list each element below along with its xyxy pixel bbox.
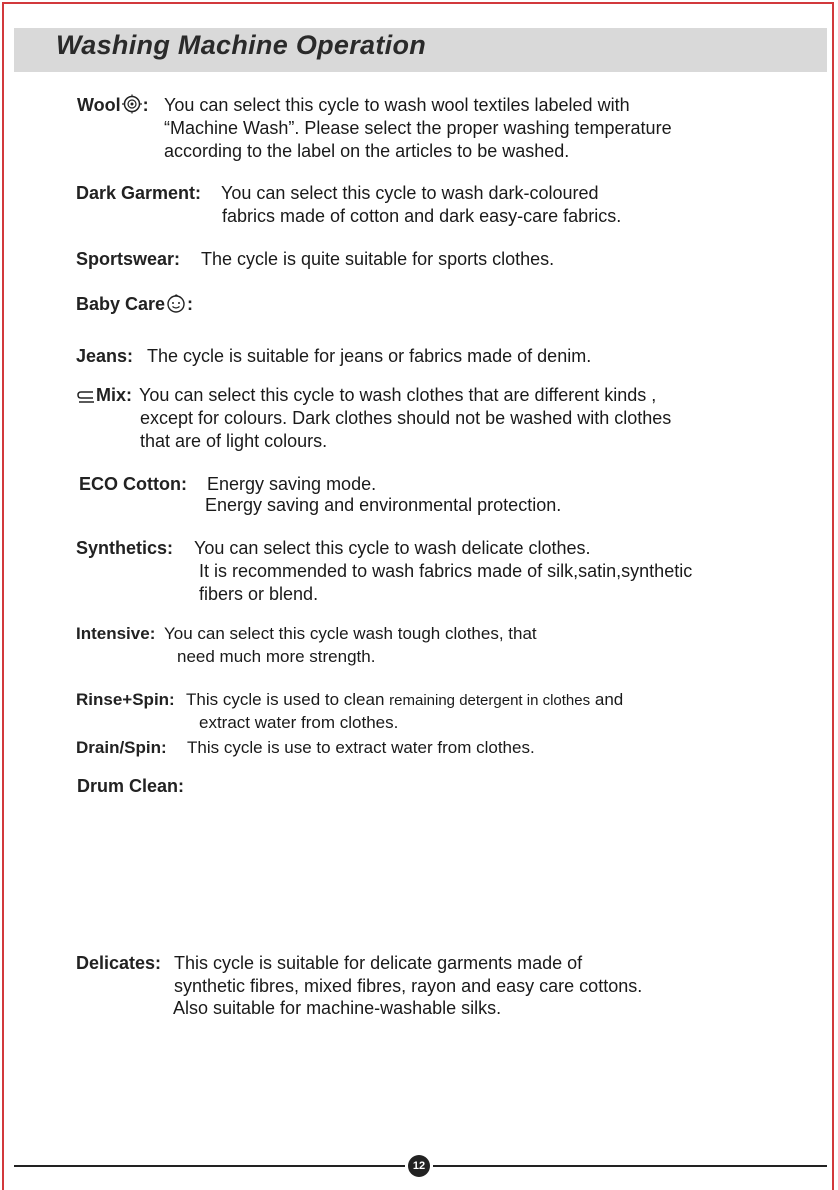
rinse-spin-line-1a: This cycle is used to clean	[186, 690, 385, 709]
wool-icon	[121, 94, 143, 120]
eco-cotton-line-1: Energy saving mode.	[207, 474, 377, 494]
drain-spin-label: Drain/Spin:	[76, 738, 167, 757]
jeans-line-1: The cycle is suitable for jeans or fabrics made of denim.	[147, 346, 592, 366]
mix-icon	[76, 387, 96, 410]
drain-spin-line-1: This cycle is use to extract water from clothes.	[187, 738, 535, 757]
page-title: Washing Machine Operation	[56, 30, 427, 60]
mix-line-3: that are of light colours.	[140, 431, 328, 451]
jeans-label: Jeans:	[76, 346, 134, 366]
wool-line-1: You can select this cycle to wash wool textiles labeled with	[164, 95, 630, 115]
synthetics-line-1: You can select this cycle to wash delicate clothes.	[194, 538, 591, 558]
baby-face-icon	[165, 293, 187, 319]
mix-label: Mix:	[96, 385, 132, 405]
footer-rule-right	[433, 1165, 827, 1167]
synthetics-label: Synthetics:	[76, 538, 174, 558]
drum-clean-label: Drum Clean:	[77, 776, 185, 796]
delicates-line-1: This cycle is suitable for delicate garments made of	[174, 953, 583, 973]
baby-care-colon: :	[187, 294, 194, 314]
intensive-line-1: You can select this cycle wash tough clothes, that	[164, 624, 537, 643]
delicates-line-2: synthetic fibres, mixed fibres, rayon and easy care cottons.	[174, 976, 643, 996]
delicates-label: Delicates:	[76, 953, 162, 973]
dark-garment-line-1: You can select this cycle to wash dark-coloured	[221, 183, 599, 203]
sportswear-line-1: The cycle is quite suitable for sports clothes.	[201, 249, 555, 269]
synthetics-line-2: It is recommended to wash fabrics made of silk,satin,synthetic	[199, 561, 693, 581]
footer-rule-left	[14, 1165, 405, 1167]
mix-line-1: You can select this cycle to wash clothes that are different kinds ,	[139, 385, 657, 405]
mix-line-2: except for colours. Dark clothes should not be washed with clothes	[140, 408, 672, 428]
baby-care-label: Baby Care	[76, 294, 166, 314]
dark-garment-label: Dark Garment:	[76, 183, 202, 203]
sportswear-label: Sportswear:	[76, 249, 181, 269]
rinse-spin-line-2: extract water from clothes.	[199, 713, 399, 732]
wool-line-2: “Machine Wash”. Please select the proper washing temperature	[164, 118, 672, 138]
rinse-spin-line-1c: and	[594, 690, 624, 709]
rinse-spin-label: Rinse+Spin:	[76, 690, 175, 709]
wool-line-3: according to the label on the articles to be washed.	[164, 141, 570, 161]
wool-label: Wool	[77, 95, 121, 115]
intensive-line-2: need much more strength.	[177, 647, 376, 666]
eco-cotton-line-2: Energy saving and environmental protection.	[205, 495, 562, 515]
synthetics-line-3: fibers or blend.	[199, 584, 319, 604]
page-number-badge: 12	[408, 1155, 430, 1177]
eco-cotton-label: ECO Cotton:	[79, 474, 187, 494]
delicates-line-3: Also suitable for machine-washable silks.	[173, 998, 502, 1018]
intensive-label: Intensive:	[76, 624, 156, 643]
dark-garment-line-2: fabrics made of cotton and dark easy-care fabrics.	[222, 206, 622, 226]
rinse-spin-line-1b: remaining detergent in clothes	[389, 692, 591, 709]
wool-colon: :	[142, 95, 149, 115]
